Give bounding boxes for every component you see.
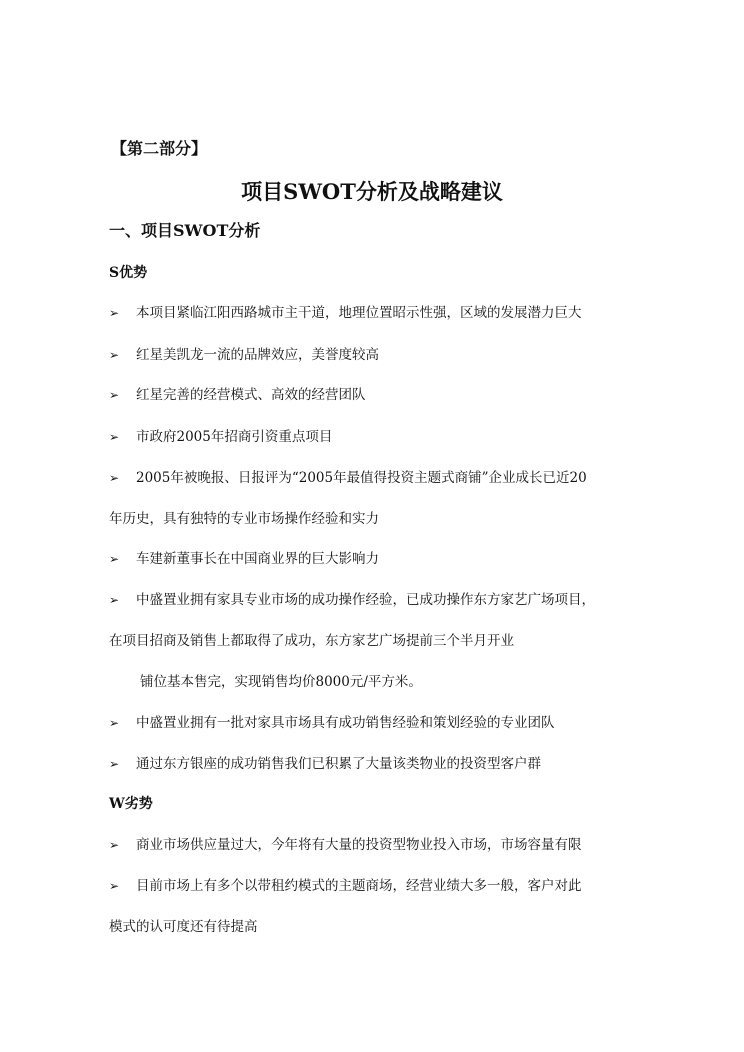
arrow-bullet-icon: ➢ <box>109 757 120 771</box>
list-item-text: 红星完善的经营模式、高效的经营团队 <box>136 387 366 403</box>
strengths-heading: S优势 <box>109 265 148 281</box>
list-item <box>109 755 541 773</box>
arrow-bullet-icon: ➢ <box>109 430 120 444</box>
list-item-text: 2005年被晚报、日报评为“2005年最值得投资主题式商铺”企业成长已近20 <box>136 470 587 486</box>
arrow-bullet-icon: ➢ <box>109 716 120 730</box>
list-item <box>109 469 587 487</box>
list-item <box>109 304 582 322</box>
list-item <box>109 836 582 854</box>
list-item-text: 本项目紧临江阳西路城市主干道，地理位置昭示性强，区域的发展潜力巨大 <box>136 305 582 321</box>
list-item <box>109 591 595 609</box>
section-heading: 一、项目SWOT分析 <box>109 221 261 240</box>
list-item-text: 通过东方银座的成功销售我们已积累了大量该类物业的投资型客户群 <box>136 756 541 772</box>
list-item <box>109 714 555 732</box>
list-item-text: 中盛置业拥有家具专业市场的成功操作经验，已成功操作东方家艺广场项目， <box>136 592 595 608</box>
arrow-bullet-icon: ➢ <box>109 388 120 402</box>
list-item <box>109 550 379 568</box>
arrow-bullet-icon: ➢ <box>109 348 120 362</box>
list-item-text: 红星美凯龙一流的品牌效应，美誉度较高 <box>136 347 379 363</box>
list-item-text: 车建新董事长在中国商业界的巨大影响力 <box>136 551 379 567</box>
list-item <box>109 877 582 895</box>
list-item-continuation: 铺位基本售完，实现销售均价8000元/平方米。 <box>140 674 422 690</box>
list-item-continuation: 年历史，具有独特的专业市场操作经验和实力 <box>109 511 379 527</box>
list-item-text: 中盛置业拥有一批对家具市场具有成功销售经验和策划经验的专业团队 <box>136 715 555 731</box>
page-title: 项目SWOT分析及战略建议 <box>241 179 503 204</box>
list-item <box>109 428 332 446</box>
arrow-bullet-icon: ➢ <box>109 838 120 852</box>
list-item-text: 市政府2005年招商引资重点项目 <box>136 429 333 445</box>
list-item <box>109 346 379 364</box>
arrow-bullet-icon: ➢ <box>109 593 120 607</box>
list-item <box>109 386 366 404</box>
arrow-bullet-icon: ➢ <box>109 306 120 320</box>
arrow-bullet-icon: ➢ <box>109 552 120 566</box>
list-item-text: 商业市场供应量过大，今年将有大量的投资型物业投入市场，市场容量有限 <box>136 837 582 853</box>
list-item-continuation: 模式的认可度还有待提高 <box>109 919 258 935</box>
arrow-bullet-icon: ➢ <box>109 879 120 893</box>
weaknesses-heading: W劣势 <box>109 796 153 812</box>
list-item-continuation: 在项目招商及销售上都取得了成功，东方家艺广场提前三个半月开业 <box>109 633 514 649</box>
arrow-bullet-icon: ➢ <box>109 471 120 485</box>
part-label: 【第二部分】 <box>111 139 208 158</box>
list-item-text: 目前市场上有多个以带租约模式的主题商场，经营业绩大多一般，客户对此 <box>136 878 582 894</box>
